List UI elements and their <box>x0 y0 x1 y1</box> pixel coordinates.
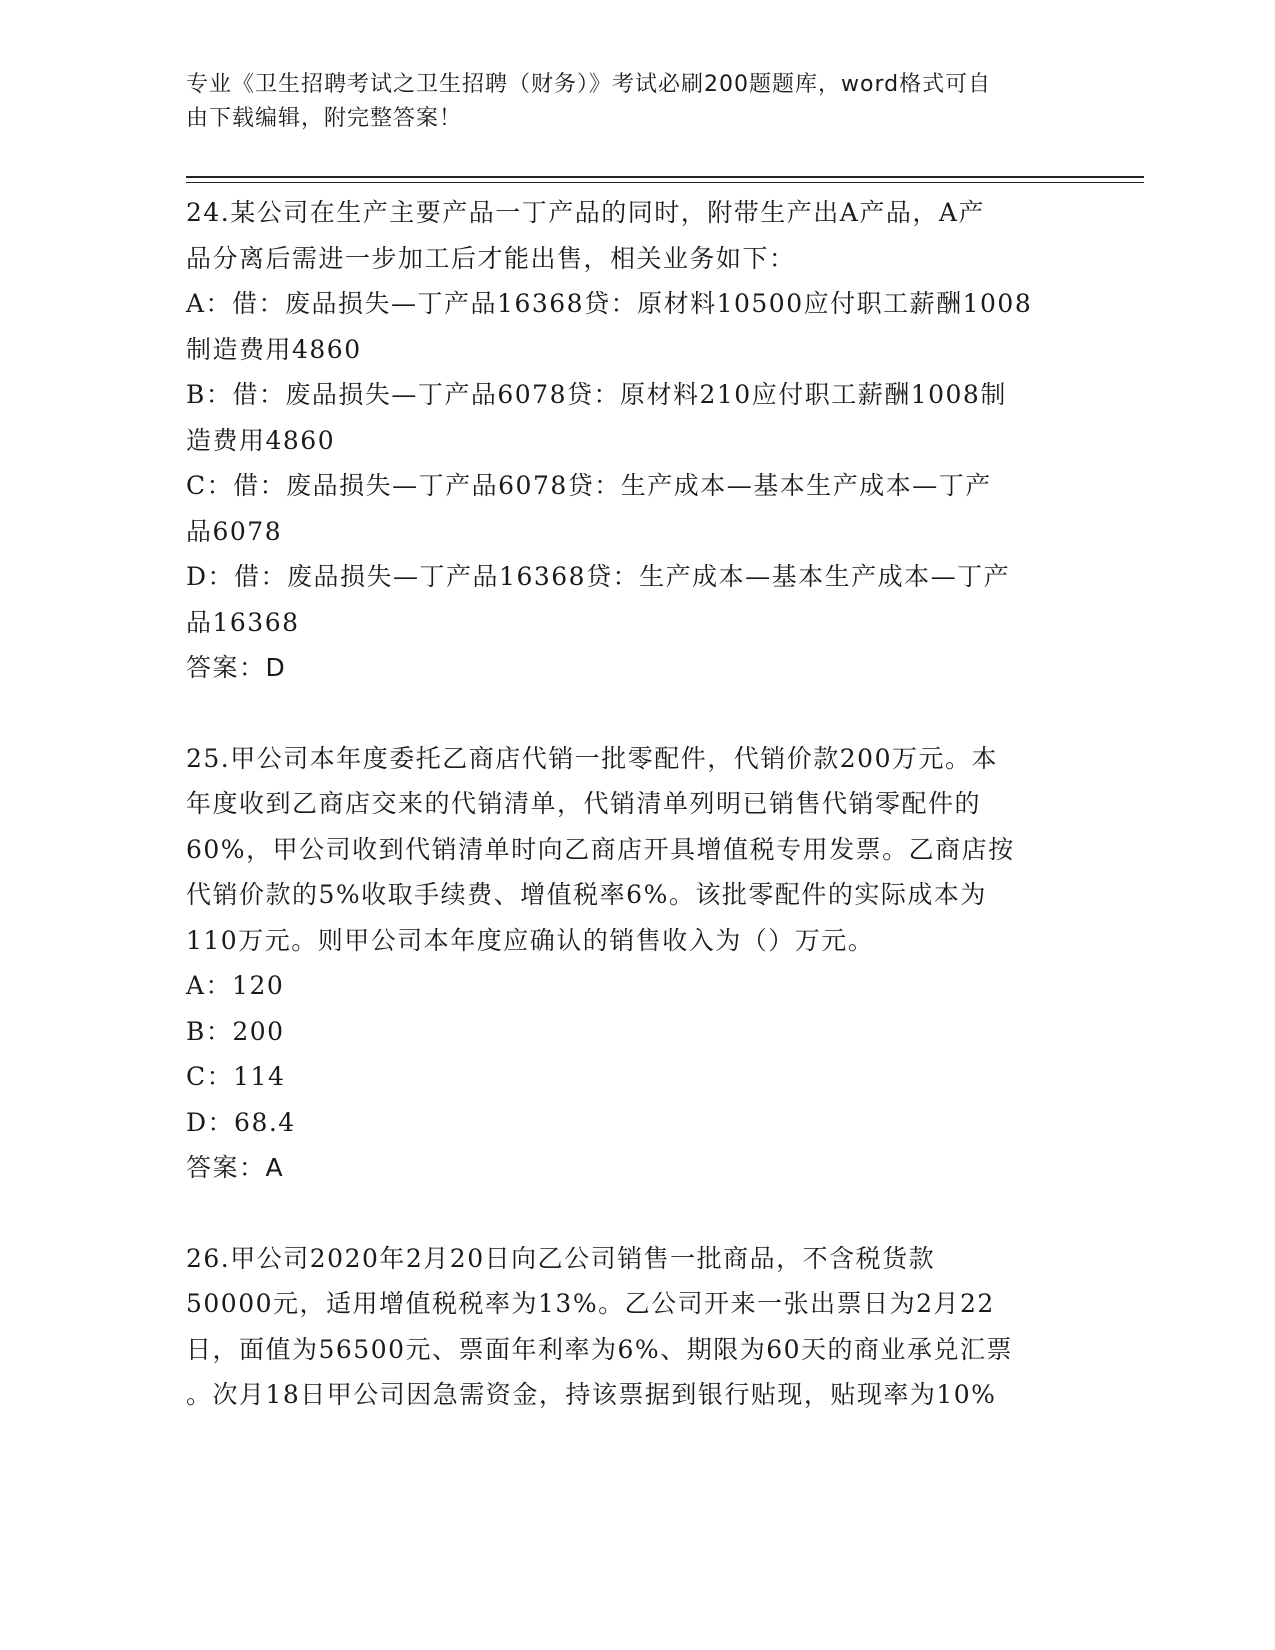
answer-label: 答案：A <box>186 1153 285 1182</box>
option-a: A：借：废品损失—丁产品16368贷：原材料10500应付职工薪酬1008 <box>186 289 1033 318</box>
question-25 <box>186 736 1086 1191</box>
question-stem: 年度收到乙商店交来的代销清单，代销清单列明已销售代销零配件的 <box>186 789 982 818</box>
header-line-1: 专业《卫生招聘考试之卫生招聘（财务）》考试必刷200题题库，word格式可自 <box>186 72 992 97</box>
question-stem: 25.甲公司本年度委托乙商店代销一批零配件，代销价款200万元。本 <box>186 743 998 773</box>
header-line-2: 由下载编辑，附完整答案！ <box>186 106 463 131</box>
question-stem: 110万元。则甲公司本年度应确认的销售收入为（）万元。 <box>186 925 875 955</box>
option-d: D：68.4 <box>186 1107 296 1137</box>
question-stem: 50000元，适用增值税税率为13%。乙公司开来一张出票日为2月22 <box>186 1289 995 1318</box>
question-spacer <box>186 1191 1086 1236</box>
document-body <box>186 190 1086 1418</box>
question-stem: 60%，甲公司收到代销清单时向乙商店开具增值税专用发票。乙商店按 <box>186 834 1015 864</box>
option-a-continued: 制造费用4860 <box>186 334 362 364</box>
option-b-continued: 造费用4860 <box>186 425 336 455</box>
option-d: D：借：废品损失—丁产品16368贷：生产成本—基本生产成本—丁产 <box>186 562 1011 591</box>
option-d-continued: 品16368 <box>186 607 300 637</box>
header-divider-thick <box>186 176 1144 178</box>
option-c: C：114 <box>186 1062 286 1091</box>
question-spacer <box>186 691 1086 736</box>
question-24 <box>186 190 1086 691</box>
question-stem: 代销价款的5%收取手续费、增值税率6%。该批零配件的实际成本为 <box>186 880 987 909</box>
document-header <box>186 68 1076 136</box>
question-stem: 26.甲公司2020年2月20日向乙公司销售一批商品，不含税货款 <box>186 1243 936 1273</box>
question-stem: 品分离后需进一步加工后才能出售，相关业务如下： <box>186 243 796 273</box>
answer-label: 答案：D <box>186 653 287 682</box>
question-stem: 24.某公司在生产主要产品一丁产品的同时，附带生产出A产品，A产 <box>186 198 985 227</box>
question-stem: 。次月18日甲公司因急需资金，持该票据到银行贴现，贴现率为10% <box>186 1380 997 1409</box>
option-c-continued: 品6078 <box>186 516 283 546</box>
option-b: B：借：废品损失—丁产品6078贷：原材料210应付职工薪酬1008制 <box>186 380 1007 409</box>
header-divider-thin <box>186 182 1144 183</box>
question-26 <box>186 1236 1086 1418</box>
option-c: C：借：废品损失—丁产品6078贷：生产成本—基本生产成本—丁产 <box>186 471 992 500</box>
option-b: B：200 <box>186 1016 285 1046</box>
question-stem: 日，面值为56500元、票面年利率为6%、期限为60天的商业承兑汇票 <box>186 1334 1014 1364</box>
option-a: A：120 <box>186 971 285 1000</box>
